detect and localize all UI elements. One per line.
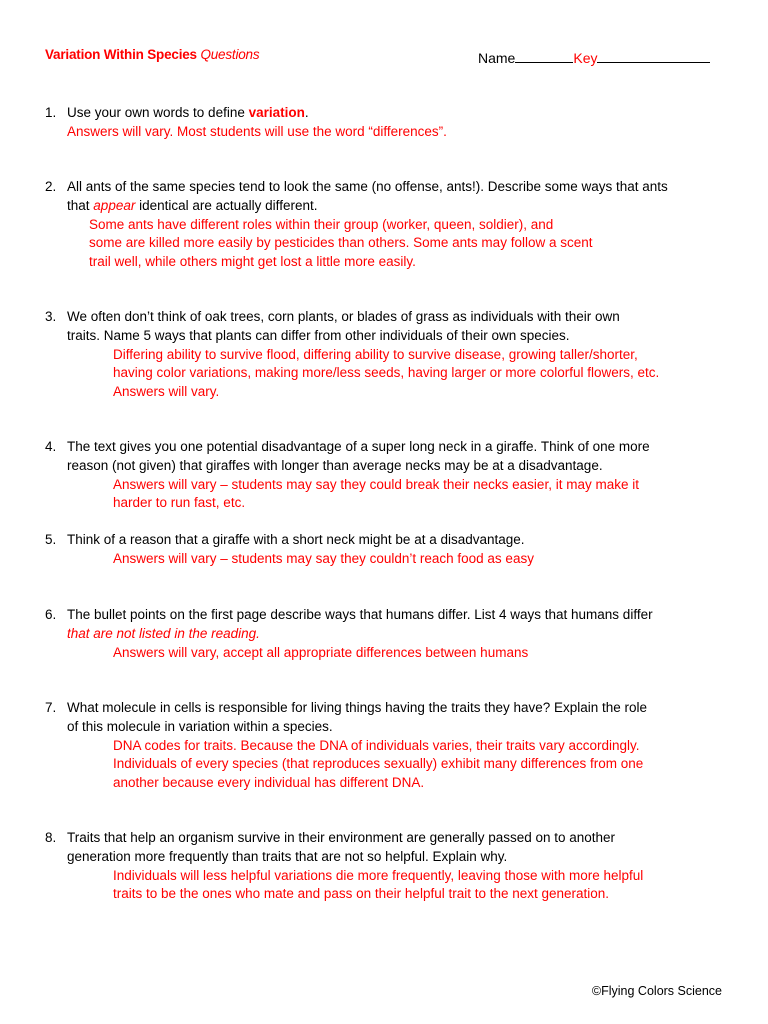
- emphasis-phrase: that are not listed in the reading.: [67, 625, 260, 641]
- name-field: [478, 48, 710, 66]
- question-text: Think of a reason that a giraffe with a short neck might be at a disadvantage.: [67, 532, 525, 547]
- question-number: 1.: [45, 105, 57, 120]
- question-text: Traits that help an organism survive in their environment are generally passed on to another: [67, 830, 616, 845]
- question-text: What molecule in cells is responsible for living things having the traits they have? Explain the role: [67, 700, 648, 715]
- answer-text: Some ants have different roles within their group (worker, queen, soldier), and: [89, 216, 554, 232]
- answer-text: traits to be the ones who mate and pass on their helpful trait to the next generation.: [113, 886, 610, 902]
- name-blank-line: [515, 48, 573, 63]
- question-text: reason (not given) that giraffes with longer than average necks may be at a disadvantage.: [67, 457, 603, 473]
- question-text: that appear identical are actually different.: [67, 197, 318, 213]
- question-number: 5.: [45, 532, 57, 547]
- question-number: 4.: [45, 439, 57, 454]
- question-text: The text gives you one potential disadvantage of a super long neck in a giraffe. Think of one more: [67, 439, 650, 454]
- key-term: variation: [248, 105, 305, 120]
- question-5: [45, 531, 735, 569]
- question-6: [45, 606, 735, 662]
- copyright-footer: ©Flying Colors Science: [591, 984, 722, 998]
- question-number: 3.: [45, 309, 57, 324]
- answer-text: harder to run fast, etc.: [113, 495, 246, 511]
- answer-text: having color variations, making more/less seeds, having larger or more colorful flowers, etc.: [113, 365, 660, 381]
- question-3: [45, 308, 735, 402]
- worksheet-title: [45, 47, 259, 62]
- question-number: 8.: [45, 830, 57, 845]
- title-italic-text: Questions: [200, 47, 260, 62]
- question-number: 6.: [45, 607, 57, 622]
- key-blank-line: [597, 48, 710, 63]
- question-8: [45, 829, 735, 904]
- question-text: The bullet points on the first page describe ways that humans differ. List 4 ways that humans differ: [67, 607, 653, 622]
- answer-text: DNA codes for traits. Because the DNA of individuals varies, their traits vary accordingly.: [113, 737, 640, 753]
- title-text: Variation Within Species: [45, 47, 197, 62]
- question-number: 7.: [45, 700, 57, 715]
- question-text: All ants of the same species tend to look the same (no offense, ants!). Describe some ways that ants: [67, 179, 668, 194]
- question-text: traits. Name 5 ways that plants can differ from other individuals of their own species.: [67, 327, 570, 343]
- question-number: 2.: [45, 179, 57, 194]
- question-2: [45, 178, 735, 272]
- answer-text: some are killed more easily by pesticides than others. Some ants may follow a scent: [89, 235, 593, 251]
- answer-text: Individuals will less helpful variations die more frequently, leaving those with more helpful: [113, 867, 644, 883]
- answer-text: Answers will vary – students may say they could break their necks easier, it may make it: [113, 476, 639, 492]
- answer-text: Answers will vary.: [113, 384, 220, 400]
- answer-text: Individuals of every species (that reproduces sexually) exhibit many differences from one: [113, 756, 644, 772]
- answer-text: Differing ability to survive flood, differing ability to survive disease, growing taller/shorter,: [113, 346, 638, 362]
- answer-text: another because every individual has different DNA.: [113, 775, 425, 791]
- question-4: [45, 438, 735, 513]
- question-text: We often don’t think of oak trees, corn plants, or blades of grass as individuals with their own: [67, 309, 620, 324]
- question-1: [45, 104, 735, 142]
- question-7: [45, 699, 735, 793]
- answer-text: trail well, while others might get lost a little more easily.: [89, 254, 416, 270]
- name-label: Name: [478, 50, 516, 66]
- answer-text: Answers will vary – students may say they couldn’t reach food as easy: [113, 550, 534, 566]
- answer-text: Answers will vary, accept all appropriate differences between humans: [113, 644, 529, 660]
- key-label: Key: [573, 50, 598, 66]
- emphasis-word: appear: [93, 197, 136, 213]
- question-text: generation more frequently than traits that are not so helpful. Explain why.: [67, 848, 508, 864]
- answer-text: Answers will vary. Most students will use the word “differences”.: [67, 123, 447, 139]
- question-text: of this molecule in variation within a species.: [67, 718, 333, 734]
- question-text: Use your own words to define variation.: [67, 105, 309, 120]
